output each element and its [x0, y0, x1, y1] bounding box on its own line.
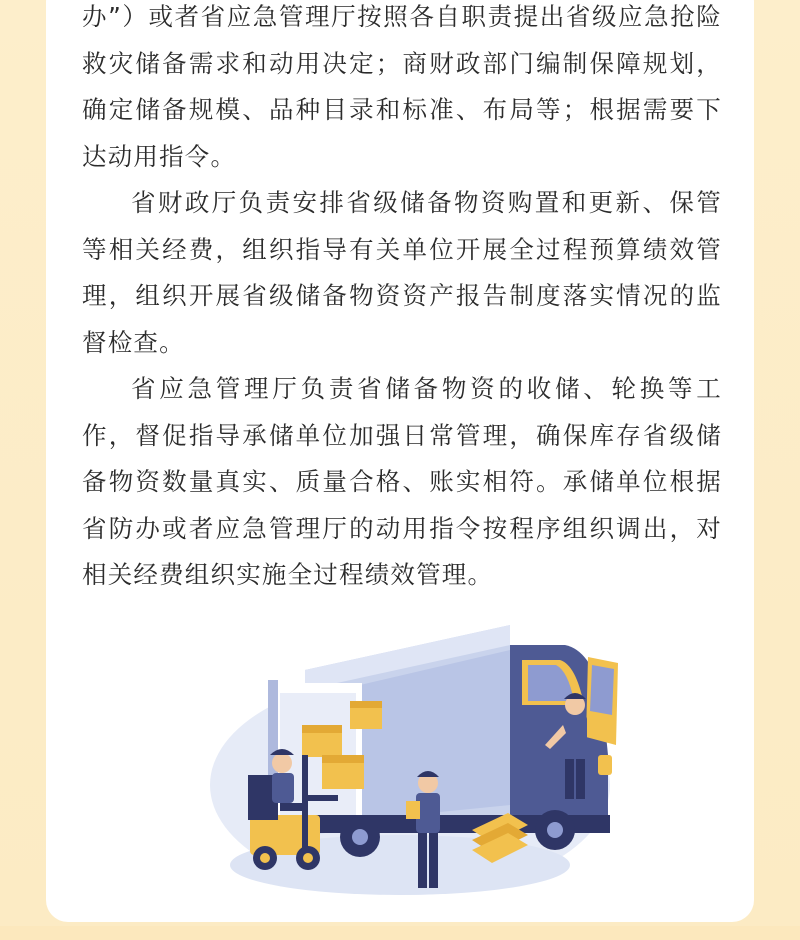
- paragraph-2: 省财政厅负责安排省级储备物资购置和更新、保管等相关经费，组织指导有关单位开展全过程预算绩效管理，组织开展省级储备物资资产报告制度落实情况的监督检查。: [82, 188, 722, 357]
- page-bottom-band: [0, 926, 800, 940]
- paragraph-3: 省应急管理厅负责省储备物资的收储、轮换等工作，督促指导承储单位加强日常管理，确保库存省级储备物资数量真实、质量合格、账实相符。承储单位根据省防办或者应急管理厅的动用指令按程序组织调出，对相关经费组织实施全过程绩效管理。: [82, 374, 722, 589]
- paragraph-1: 办”）或者省应急管理厅按照各自职责提出省级应急抢险救灾储备需求和动用决定；商财政部门编制保障规划，确定储备规模、品种目录和标准、布局等；根据需要下达动用指令。: [82, 2, 722, 171]
- logistics-truck-illustration: [210, 605, 630, 910]
- article-body: [82, 0, 722, 599]
